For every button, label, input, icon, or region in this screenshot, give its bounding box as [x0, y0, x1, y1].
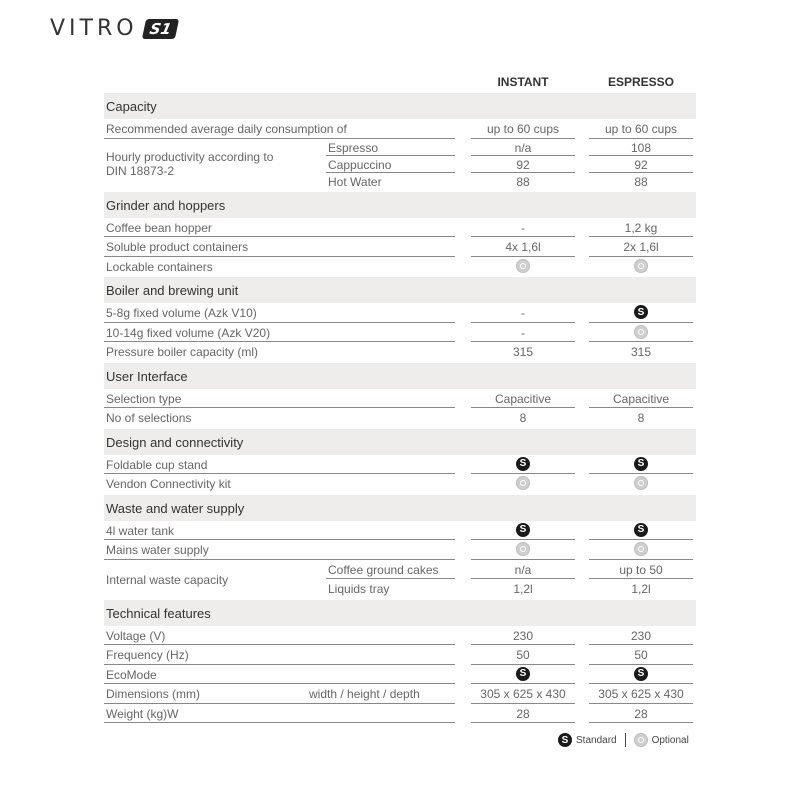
row-ecomode: EcoMode S S [104, 665, 696, 685]
row-mains: Mains water supply [104, 540, 696, 560]
logo-badge: S1 [141, 19, 179, 39]
section-design: Design and connectivity [104, 429, 696, 455]
row-azk20: 10-14g fixed volume (Azk V20) - [104, 323, 696, 343]
col-espresso: ESPRESSO [607, 75, 675, 89]
row-water-tank: 4l water tank S S [104, 521, 696, 541]
section-tech: Technical features [104, 600, 696, 626]
row-azk10: 5-8g fixed volume (Azk V10) - S [104, 303, 696, 323]
standard-icon: S [634, 667, 648, 681]
row-hourly: Hourly productivity according to DIN 18873-2 Espresso n/a 108 Cappuccino 92 92 Hot Water 88 88 [104, 139, 696, 191]
row-dimensions: Dimensions (mm) width / height / depth 305 x 625 x 430 305 x 625 x 430 [104, 684, 696, 704]
section-grinder: Grinder and hoppers [104, 192, 696, 218]
standard-icon: S [634, 305, 648, 319]
section-waste: Waste and water supply [104, 495, 696, 521]
row-cup-stand: Foldable cup stand S S [104, 455, 696, 475]
optional-icon [634, 476, 648, 490]
row-selection-type: Selection type Capacitive Capacitive [104, 389, 696, 409]
spec-table [104, 72, 696, 723]
row-frequency: Frequency (Hz) 50 50 [104, 645, 696, 665]
row-no-selections: No of selections 8 8 [106, 411, 645, 425]
row-lockable: Lockable containers [104, 257, 696, 277]
row-pressure: Pressure boiler capacity (ml) 315 315 [106, 345, 652, 359]
standard-icon: S [516, 523, 530, 537]
standard-icon: S [634, 457, 648, 471]
section-ui: User Interface [104, 363, 696, 389]
optional-icon [516, 259, 530, 273]
section-boiler: Boiler and brewing unit [104, 277, 696, 303]
col-instant: INSTANT [497, 75, 549, 89]
legend-divider [625, 733, 626, 747]
legend-optional: Optional [651, 734, 689, 746]
section-capacity: Capacity [104, 93, 696, 119]
optional-icon [516, 542, 530, 556]
row-vendon: Vendon Connectivity kit [104, 474, 696, 494]
row-soluble: Soluble product containers 4x 1,6l 2x 1,6l [104, 237, 696, 257]
row-weight: Weight (kg)W 28 28 [104, 704, 696, 724]
row-daily: Recommended average daily consumption of up to 60 cups up to 60 cups [104, 119, 696, 139]
logo-word: VITRO [50, 16, 138, 41]
optional-icon [634, 733, 648, 747]
column-headers [104, 72, 696, 92]
standard-icon: S [634, 523, 648, 537]
row-voltage: Voltage (V) 230 230 [104, 626, 696, 646]
brand-logo [50, 16, 177, 41]
standard-icon: S [516, 457, 530, 471]
optional-icon [634, 325, 648, 339]
standard-icon: S [558, 733, 572, 747]
optional-icon [634, 542, 648, 556]
legend-standard: Standard [576, 734, 617, 746]
legend [558, 733, 689, 747]
standard-icon: S [516, 667, 530, 681]
row-bean-hopper: Coffee bean hopper - 1,2 kg [104, 218, 696, 238]
optional-icon [634, 259, 648, 273]
row-internal-waste: Internal waste capacity Coffee ground cakes n/a up to 50 Liquids tray 1,2l 1,2l [104, 560, 696, 599]
optional-icon [516, 476, 530, 490]
